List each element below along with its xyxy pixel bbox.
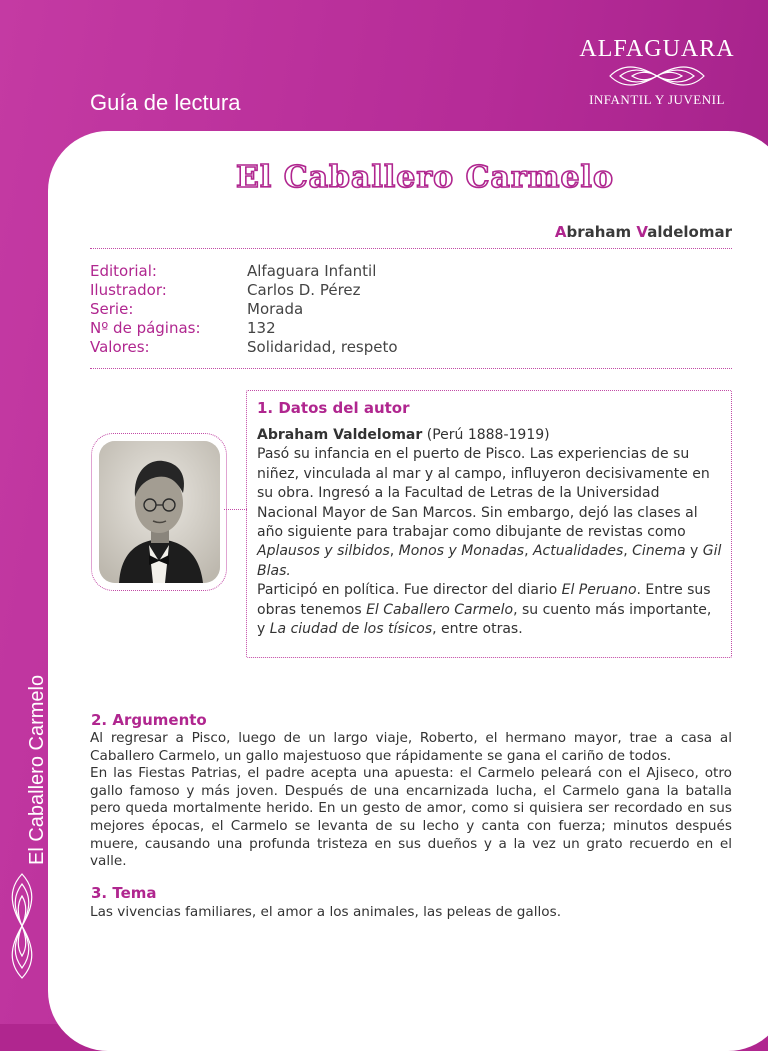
meta-row-series [90, 300, 398, 319]
book-title: El Caballero Carmelo [236, 160, 614, 195]
meta-value: Carlos D. Pérez [247, 281, 361, 299]
divider-bottom [90, 368, 732, 369]
author-last-initial: V [636, 223, 648, 241]
meta-label: Editorial: [90, 262, 157, 280]
bio-text: , [389, 543, 399, 560]
bio-text: Participó en política. Fue director del diario [257, 582, 562, 599]
meta-row-pages [90, 319, 398, 338]
meta-value: Morada [247, 300, 304, 318]
section-author-heading: 1. Datos del autor [257, 399, 410, 417]
author-portrait [99, 441, 220, 583]
author-name [555, 223, 732, 241]
bio-text: . Entre sus obras tenemos [257, 582, 711, 618]
meta-row-illustrator [90, 281, 398, 300]
section-plot-heading: 2. Argumento [91, 711, 207, 729]
publisher-logo [572, 36, 742, 106]
meta-label: Ilustrador: [90, 281, 167, 299]
magazine-title: Actualidades [532, 543, 624, 560]
magazine-title: Monos y Monadas [398, 543, 525, 560]
meta-value: 132 [247, 319, 276, 337]
bio-author-years: (Perú 1888-1919) [422, 427, 550, 443]
guide-title: Guía de lectura [90, 90, 241, 115]
book-metadata [90, 262, 398, 357]
bio-text: , [623, 543, 633, 560]
plot-text [90, 730, 732, 871]
magazine-title: Cinema [632, 543, 686, 560]
author-last-rest: aldelomar [647, 223, 732, 241]
bio-author-name: Abraham Valdelomar [257, 427, 423, 443]
meta-label: Nº de páginas: [90, 319, 201, 337]
meta-label: Serie: [90, 300, 134, 318]
logo-name: ALFAGUARA [579, 36, 735, 62]
side-knot-icon [5, 870, 39, 982]
divider-top [90, 248, 732, 249]
logo-subtitle: INFANTIL Y JUVENIL [589, 92, 725, 107]
meta-value: Solidaridad, respeto [247, 338, 398, 356]
theme-text: Las vivencias familiares, el amor a los animales, las peleas de gallos. [90, 904, 562, 920]
box-connector [224, 509, 247, 510]
author-bio [257, 426, 723, 639]
author-first-initial: A [554, 223, 567, 241]
magazine-title: Gil Blas. [257, 543, 722, 579]
meta-label: Valores: [90, 338, 150, 356]
work-title: La ciudad de los tísicos [269, 621, 433, 638]
newspaper-title: El Peruano [561, 582, 637, 599]
plot-paragraph-2: En las Fiestas Patrias, el padre acepta una apuesta: el Carmelo peleará con el Ajiseco, otro gallo famoso y más joven. Después de una encarnizada lucha, el Carmelo gana la batalla pero queda mortalmente herido. En un gesto de amor, como si quisiera ser recordado en sus mejores épocas, el Carmelo se levanta de su lecho y canta con fuerza; minutos después muere, causando una profunda tristeza en sus dueños y a la vez un grato recuerdo en el valle. [90, 765, 732, 870]
bio-text: , entre otras. [432, 621, 523, 638]
bio-text: y [685, 543, 703, 560]
magazine-title: Aplausos y silbidos [257, 543, 390, 560]
author-name-line [257, 426, 723, 445]
bio-text: Pasó su infancia en el puerto de Pisco. Las experiencias de su niñez, vinculada al mar y al campo, influyeron decisivamente en su obra. Ingresó a la Facultad de Letras de la Universidad Nacional Mayor de San Marcos. Sin embargo, dejó las clases al año siguiente para trabajar como dibujante de revistas como [257, 446, 710, 541]
bio-paragraph-2 [257, 581, 723, 639]
meta-value: Alfaguara Infantil [247, 262, 377, 280]
meta-row-editorial [90, 262, 398, 281]
alfaguara-knot-icon [602, 62, 712, 90]
meta-row-values [90, 338, 398, 357]
bio-text: , [524, 543, 533, 560]
plot-paragraph-1: Al regresar a Pisco, luego de un largo viaje, Roberto, el hermano mayor, trae a casa al Caballero Carmelo, un gallo majestuoso que rápidamente se gana el cariño de todos. [90, 730, 732, 764]
author-portrait-icon [99, 441, 220, 583]
author-first-rest: braham [566, 223, 632, 241]
work-title: El Caballero Carmelo [366, 601, 514, 618]
bio-paragraph-1 [257, 445, 723, 581]
section-theme-heading: 3. Tema [91, 884, 157, 902]
bio-text: , su cuento más importante, y [257, 601, 712, 638]
side-label-text: El Caballero Carmelo [26, 674, 48, 865]
